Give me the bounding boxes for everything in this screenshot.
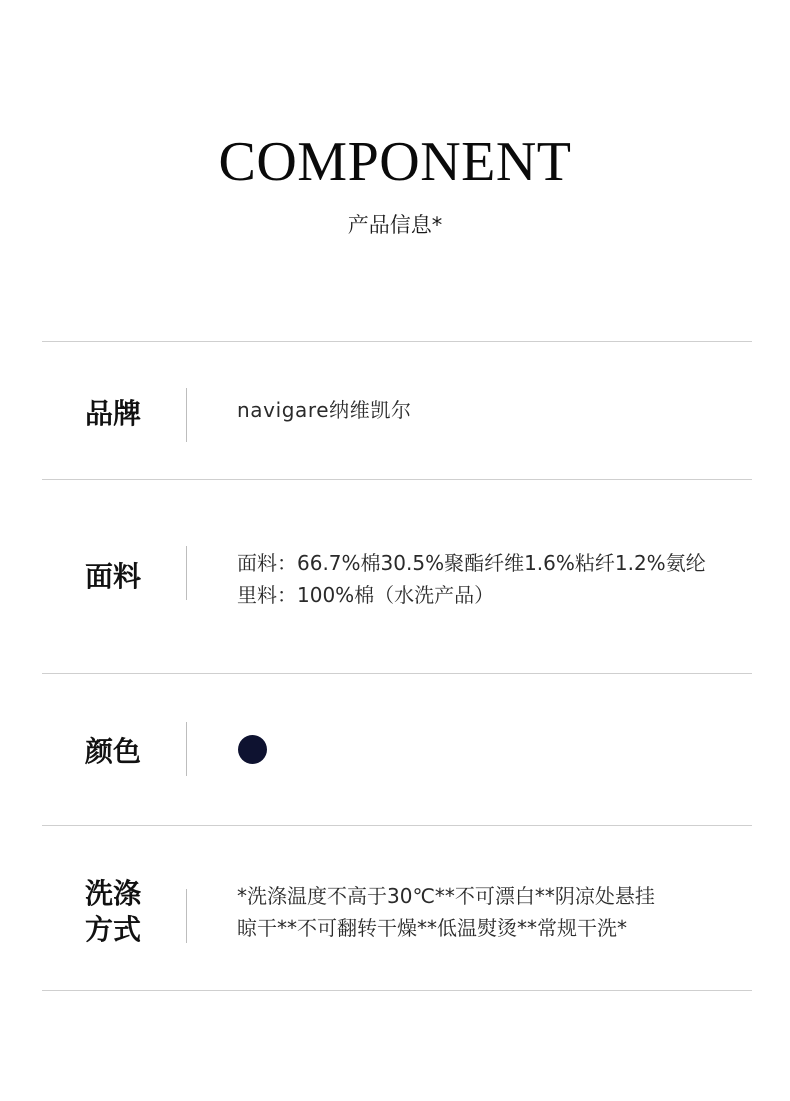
wash-label-line2: 方式 bbox=[84, 913, 141, 946]
row-separator bbox=[186, 388, 187, 442]
wash-instructions-line1: *洗涤温度不高于30℃**不可漂白**阴凉处悬挂 bbox=[237, 884, 655, 908]
page-subtitle: 产品信息* bbox=[347, 213, 443, 237]
wash-instructions-line2: 晾干**不可翻转干燥**低温熨烫**常规干洗* bbox=[237, 916, 627, 940]
row-separator bbox=[186, 722, 187, 776]
brand-value: navigare纳维凯尔 bbox=[237, 398, 412, 422]
fabric-row bbox=[42, 480, 752, 673]
row-separator bbox=[186, 889, 187, 943]
row-separator bbox=[186, 546, 187, 600]
divider bbox=[42, 990, 752, 991]
color-row bbox=[42, 674, 752, 825]
color-label: 颜色 bbox=[84, 735, 141, 768]
brand-label: 品牌 bbox=[84, 397, 141, 430]
fabric-composition: 面料：66.7%棉30.5%聚酯纤维1.6%粘纤1.2%氨纶 bbox=[237, 551, 706, 575]
lining-composition: 里料：100%棉（水洗产品） bbox=[237, 583, 495, 607]
color-swatch bbox=[238, 735, 267, 764]
page-title: COMPONENT bbox=[218, 131, 572, 193]
fabric-label: 面料 bbox=[84, 560, 141, 593]
wash-row bbox=[42, 826, 752, 990]
brand-row bbox=[42, 342, 752, 480]
wash-label-line1: 洗涤 bbox=[84, 877, 141, 910]
